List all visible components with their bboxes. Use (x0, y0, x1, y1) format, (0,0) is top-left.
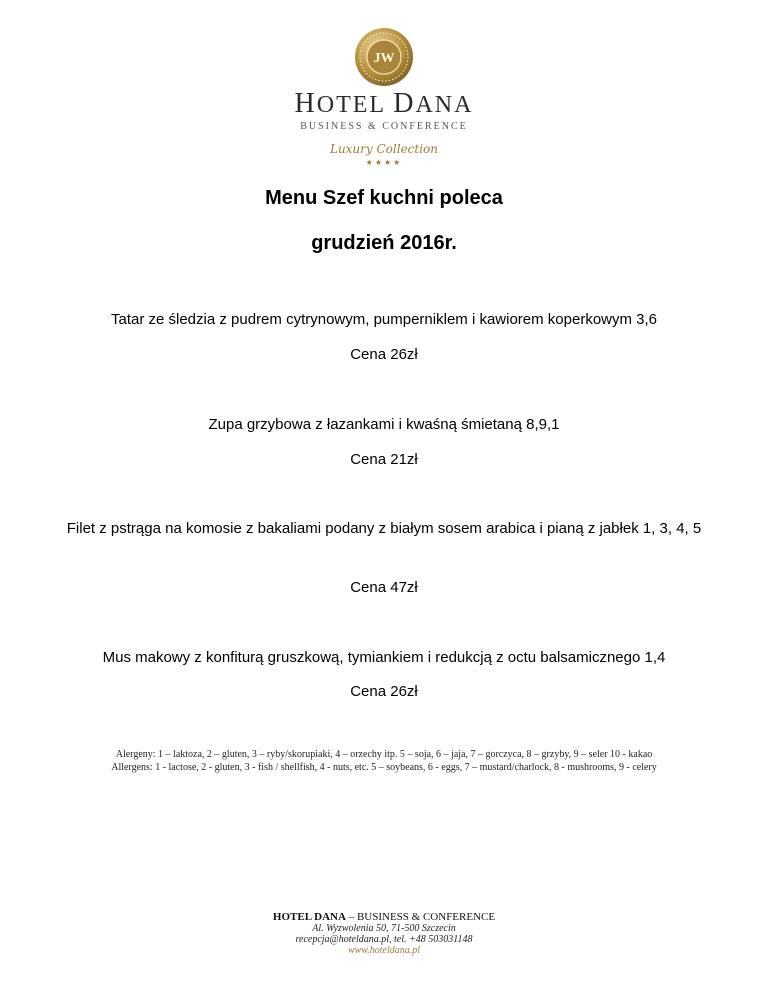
allergens-en: Allergens: 1 - lactose, 2 - gluten, 3 - fish / shellfish, 4 - nuts, etc. 5 – soybeans, 6 - eggs, 7 – mustard/charlock, 8 - mushrooms, 9 - celery (111, 762, 657, 773)
hotel-emblem-icon (353, 26, 415, 88)
menu-item-price: Cena 21zł (350, 451, 418, 468)
footer (0, 912, 768, 956)
collection-label: Luxury Collection (329, 142, 439, 156)
emblem-monogram: JW (373, 51, 395, 66)
menu-date: grudzień 2016r. (311, 232, 457, 254)
menu-item-price: Cena 26zł (350, 683, 418, 700)
menu-item-price: Cena 47zł (350, 579, 418, 596)
allergens-pl: Alergeny: 1 – laktoza, 2 – gluten, 3 – ryby/skorupiaki, 4 – orzechy itp. 5 – soja, 6 – jaja, 7 – gorczyca, 8 – grzyby, 9 – seler 10 - kakao (115, 749, 653, 760)
footer-hotel-name: HOTEL DANA – BUSINESS & CONFERENCE (272, 911, 496, 923)
footer-contact: recepcja@hoteldana.pl, tel. +48 503031148 (295, 934, 473, 945)
star-rating: ★★★★ (365, 158, 403, 167)
footer-address: Al. Wyzwolenia 50, 71-500 Szczecin (312, 923, 456, 934)
hotel-subtitle: BUSINESS & CONFERENCE (300, 121, 468, 132)
menu-item-name: Mus makowy z konfiturą gruszkową, tymiankiem i redukcją z octu balsamicznego 1,4 (102, 649, 666, 666)
menu-item-name: Tatar ze śledzia z pudrem cytrynowym, pumperniklem i kawiorem koperkowym 3,6 (110, 311, 658, 328)
menu-item-name: Zupa grzybowa z łazankami i kwaśną śmietaną 8,9,1 (208, 416, 560, 433)
footer-website-link[interactable]: www.hoteldana.pl (347, 945, 421, 956)
hotel-logo (0, 26, 768, 168)
menu-title: Menu Szef kuchni poleca (265, 187, 503, 209)
menu-item-name: Filet z pstrąga na komosie z bakaliami podany z białym sosem arabica i pianą z jabłek 1, 3, 4, 5 (66, 520, 702, 537)
hotel-name: HOTEL DANA (294, 88, 474, 119)
menu-item-price: Cena 26zł (350, 346, 418, 363)
